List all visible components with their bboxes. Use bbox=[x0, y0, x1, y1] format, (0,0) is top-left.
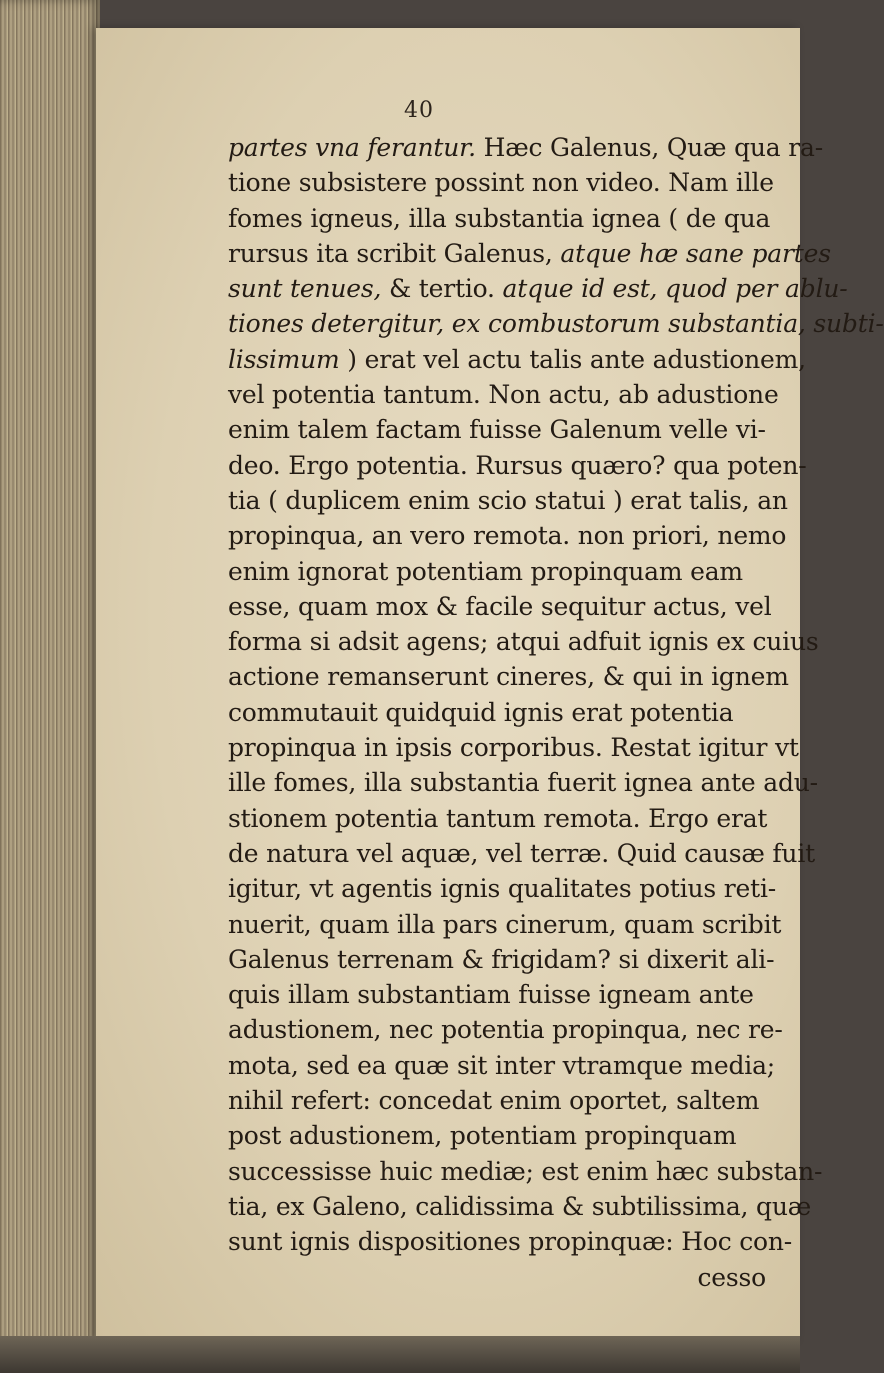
text-line bbox=[228, 236, 831, 271]
roman-text: & tertio. bbox=[381, 274, 503, 304]
italic-text: atque hæ sane partes bbox=[560, 238, 831, 268]
roman-text: esse, quam mox & facile sequitur actus, vel bbox=[228, 591, 772, 621]
text-block bbox=[228, 130, 884, 1295]
page-bottom-edge bbox=[0, 1336, 800, 1373]
text-line bbox=[228, 554, 796, 589]
text-line bbox=[228, 801, 796, 836]
roman-text: propinqua in ipsis corporibus. Restat igitur vt bbox=[228, 733, 799, 763]
text-line bbox=[228, 165, 796, 200]
roman-text: forma si adsit agens; atqui adfuit ignis ex cuius bbox=[228, 627, 819, 657]
text-line bbox=[228, 907, 796, 942]
roman-text: successisse huic mediæ; est enim hæc substan- bbox=[228, 1156, 823, 1186]
text-line bbox=[228, 765, 818, 800]
text-line bbox=[228, 1224, 796, 1259]
text-line bbox=[228, 412, 796, 447]
roman-text: vel potentia tantum. Non actu, ab adustione bbox=[228, 380, 779, 410]
italic-text: lissimum bbox=[228, 344, 340, 374]
italic-text: partes vna ferantur. bbox=[228, 133, 476, 162]
text-line bbox=[228, 624, 819, 659]
text-line bbox=[228, 130, 823, 165]
roman-text: igitur, vt agentis ignis qualitates potius reti- bbox=[228, 874, 777, 904]
book-spine-edge bbox=[0, 0, 100, 1373]
text-line bbox=[228, 977, 796, 1012]
roman-text: de natura vel aquæ, vel terræ. Quid causæ fuit bbox=[228, 838, 815, 868]
roman-text: sunt ignis dispositiones propinquæ: Hoc con- bbox=[228, 1227, 793, 1257]
text-line bbox=[228, 695, 796, 730]
text-line bbox=[228, 448, 807, 483]
roman-text: actione remanserunt cineres, & qui in ignem bbox=[228, 662, 789, 692]
roman-text: fomes igneus, illa substantia ignea ( de qua bbox=[228, 203, 771, 233]
roman-text: enim ignorat potentiam propinquam eam bbox=[228, 556, 743, 586]
text-line bbox=[228, 1154, 823, 1189]
italic-text: atque id est, quod per ablu- bbox=[502, 274, 848, 304]
roman-text: nuerit, quam illa pars cinerum, quam scribit bbox=[228, 909, 782, 939]
roman-text: Hæc Galenus, Quæ qua ra- bbox=[475, 133, 823, 162]
text-line bbox=[228, 1118, 796, 1153]
roman-text: tia, ex Galeno, calidissima & subtilissima, quæ bbox=[228, 1191, 812, 1221]
text-line bbox=[228, 518, 796, 553]
text-line bbox=[228, 836, 815, 871]
roman-text: propinqua, an vero remota. non priori, nemo bbox=[228, 521, 787, 551]
text-line bbox=[228, 483, 796, 518]
roman-text: tia ( duplicem enim scio statui ) erat talis, an bbox=[228, 485, 788, 515]
roman-text: commutauit quidquid ignis erat potentia bbox=[228, 697, 734, 727]
text-line bbox=[228, 871, 796, 906]
text-line bbox=[228, 1189, 812, 1224]
text-line bbox=[228, 942, 796, 977]
text-line bbox=[228, 730, 799, 765]
page-number: 40 bbox=[404, 98, 434, 123]
text-line bbox=[228, 1048, 796, 1083]
text-line bbox=[228, 342, 806, 377]
roman-text: ille fomes, illa substantia fuerit ignea ante adu- bbox=[228, 768, 818, 798]
text-line bbox=[228, 201, 796, 236]
roman-text: enim talem factam fuisse Galenum velle vi- bbox=[228, 415, 766, 445]
roman-text: nihil refert: concedat enim oportet, saltem bbox=[228, 1086, 760, 1116]
roman-text: deo. Ergo potentia. Rursus quæro? qua poten- bbox=[228, 450, 807, 480]
roman-text: post adustionem, potentiam propinquam bbox=[228, 1121, 737, 1151]
text-line bbox=[228, 589, 796, 624]
roman-text: mota, sed ea quæ sit inter vtramque media; bbox=[228, 1050, 776, 1080]
text-line bbox=[228, 1012, 796, 1047]
text-line bbox=[228, 377, 796, 412]
text-line bbox=[228, 271, 848, 306]
text-line bbox=[228, 306, 884, 341]
roman-text: adustionem, nec potentia propinqua, nec re- bbox=[228, 1015, 783, 1045]
roman-text: quis illam substantiam fuisse igneam ante bbox=[228, 980, 754, 1010]
catchword: cesso bbox=[697, 1262, 766, 1292]
italic-text: sunt tenues, bbox=[228, 274, 382, 304]
italic-text: tiones detergitur, ex combustorum substantia, subti- bbox=[228, 309, 884, 339]
roman-text: rursus ita scribit Galenus, bbox=[228, 238, 561, 268]
roman-text: stionem potentia tantum remota. Ergo erat bbox=[228, 803, 768, 833]
roman-text: Galenus terrenam & frigidam? si dixerit ali- bbox=[228, 944, 775, 974]
text-line bbox=[228, 659, 796, 694]
text-line bbox=[228, 1083, 796, 1118]
roman-text: tione subsistere possint non video. Nam ille bbox=[228, 168, 774, 198]
roman-text: ) erat vel actu talis ante adustionem, bbox=[339, 344, 806, 374]
